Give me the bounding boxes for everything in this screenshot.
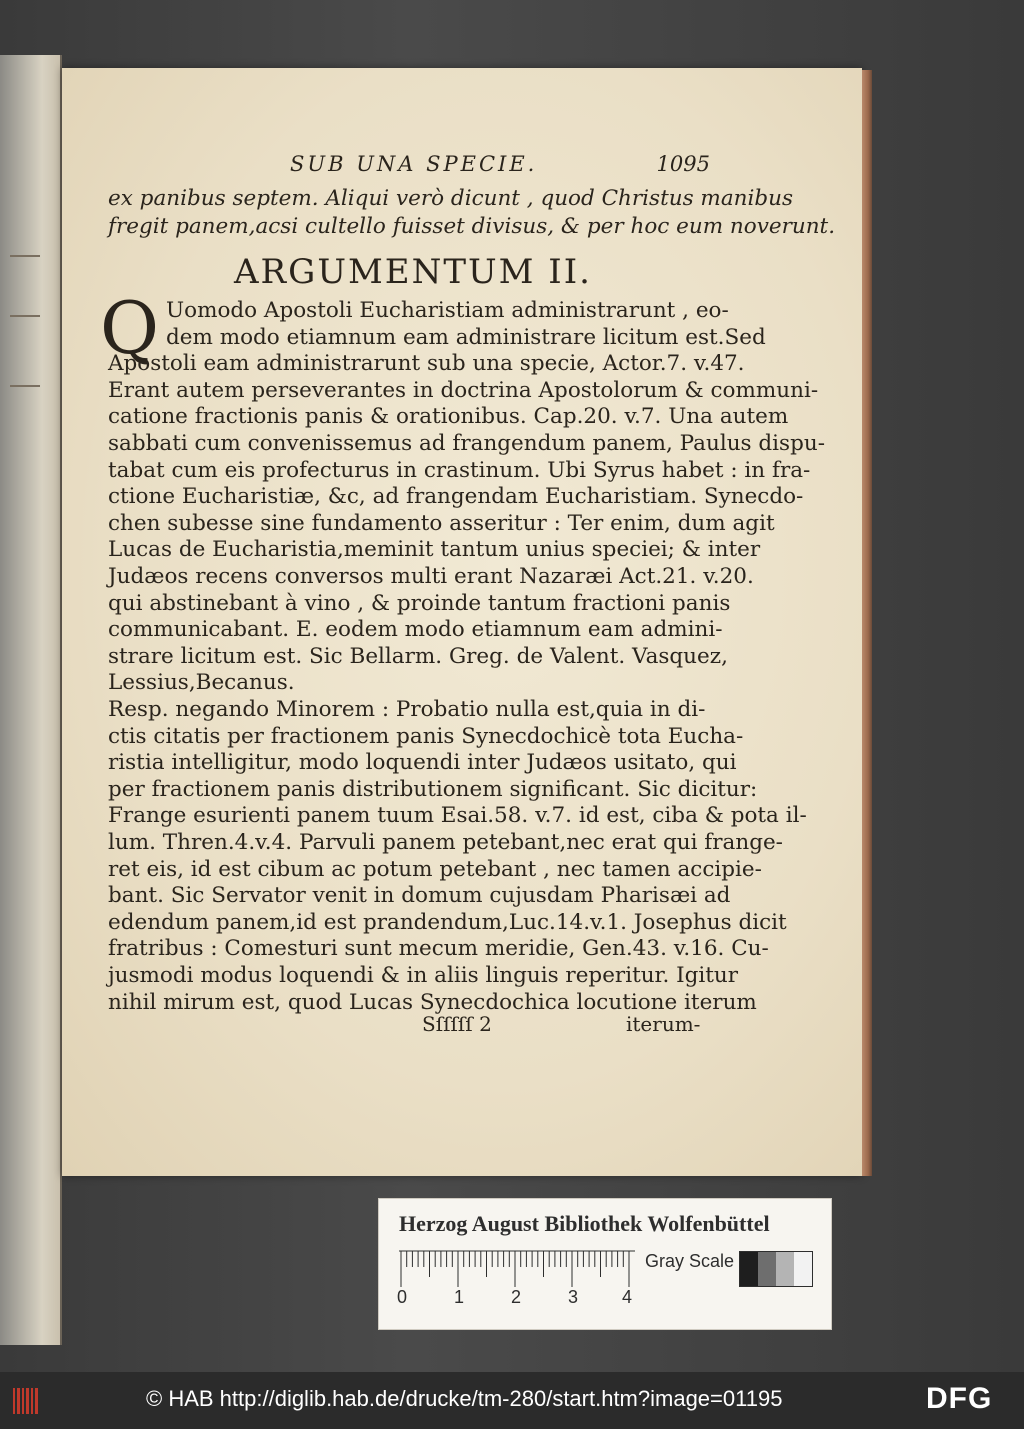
- text-line: ctis citatis per fractionem panis Synecdochicè tota Eucha-: [108, 723, 744, 749]
- text-line: ex panibus septem. Aliqui verò dicunt , quod Christus manibus: [108, 186, 794, 211]
- text-line: ristia intelligitur, modo loquendi inter Judæos usitato, qui: [108, 750, 737, 776]
- gray-swatch: [776, 1252, 794, 1286]
- text-line: strare licitum est. Sic Bellarm. Greg. de Valent. Vasquez,: [108, 643, 728, 669]
- gray-swatch: [794, 1252, 812, 1286]
- text-line: Frange esurienti panem tuum Esai.58. v.7. id est, ciba & pota il-: [108, 803, 807, 829]
- strip-mark: [10, 315, 40, 317]
- ruler-label: 2: [511, 1287, 522, 1307]
- text-line: fratribus : Comesturi sunt mecum meridie, Gen.43. v.16. Cu-: [108, 936, 769, 962]
- drop-cap: Q: [100, 286, 160, 370]
- text-line: per fractionem panis distributionem significant. Sic dicitur:: [108, 776, 758, 802]
- gray-scale-swatches: [739, 1251, 813, 1287]
- text-line: nihil mirum est, quod Lucas Synecdochica locutione iterum: [108, 989, 757, 1015]
- strip-mark: [10, 385, 40, 387]
- section-heading: ARGUMENTUM II.: [234, 252, 592, 292]
- text-line: Erant autem perseverantes in doctrina Apostolorum & communi-: [108, 377, 819, 403]
- text-line: lum. Thren.4.v.4. Parvuli panem petebant,nec erat qui frange-: [108, 830, 783, 855]
- dfg-logo: DFG: [926, 1382, 993, 1415]
- gray-swatch: [740, 1252, 758, 1286]
- text-line: fregit panem,acsi cultello fuisset divisus, & per hoc eum noverunt.: [108, 214, 836, 239]
- ruler-label: 4: [622, 1287, 633, 1307]
- card-title: Herzog August Bibliothek Wolfenbüttel: [399, 1211, 770, 1236]
- ruler: [399, 1249, 635, 1291]
- text-line: sabbati cum convenissemus ad frangendum panem, Paulus dispu-: [108, 431, 825, 456]
- footer-bar: [0, 1372, 1024, 1429]
- text-line: jusmodi modus loquendi & in aliis linguis reperitur. Igitur: [108, 963, 739, 988]
- text-line: tabat cum eis profecturus in crastinum. Ubi Syrus habet : in fra-: [108, 457, 811, 483]
- text-line: catione fractionis panis & orationibus. Cap.20. v.7. Una autem: [108, 404, 789, 430]
- text-line: ret eis, id est cibum ac potum petebant , nec tamen accipie-: [108, 856, 762, 882]
- footer-url: © HAB http://diglib.hab.de/drucke/tm-280/start.htm?image=01195: [146, 1386, 783, 1411]
- running-head-text: SUB UNA SPECIE.: [290, 152, 538, 176]
- catchword: iterum-: [626, 1012, 701, 1036]
- text-line: chen subesse sine fundamento asseritur : Ter enim, dum agit: [108, 510, 775, 536]
- signature-mark: Sſſſſſ 2: [422, 1012, 492, 1036]
- text-line: qui abstinebant à vino , & proinde tantum fractioni panis: [108, 590, 731, 616]
- page-edge: [862, 70, 872, 1176]
- text-line: Judæos recens conversos multi erant Nazaræi Act.21. v.20.: [108, 564, 754, 589]
- ruler-label: 0: [397, 1287, 408, 1307]
- text-line: edendum panem,id est prandendum,Luc.14.v.1. Josephus dicit: [108, 909, 787, 935]
- text-line: bant. Sic Servator venit in domum cujusdam Pharisæi ad: [108, 883, 731, 909]
- text-line: Uomodo Apostoli Eucharistiam administrarunt , eo-: [166, 298, 729, 323]
- text-line: Apostoli eam administrarunt sub una specie, Actor.7. v.47.: [108, 351, 745, 377]
- text-line: Resp. negando Minorem : Probatio nulla est,quia in di-: [108, 697, 706, 722]
- ruler-label: 1: [454, 1287, 465, 1307]
- color-card: [378, 1198, 832, 1330]
- barcode-icon: [12, 1386, 42, 1416]
- text-line: Lucas de Eucharistia,meminit tantum unius speciei; & inter: [108, 537, 761, 563]
- ruler-label: 3: [568, 1287, 579, 1307]
- running-head: [290, 152, 710, 182]
- page-number: 1095: [656, 152, 710, 176]
- gray-swatch: [758, 1252, 776, 1286]
- text-line: ctione Eucharistiæ, &c, ad frangendam Eucharistiam. Synecdo-: [108, 484, 804, 510]
- gray-scale-label: Gray Scale: [645, 1251, 735, 1271]
- text-line: Lessius,Becanus.: [108, 670, 295, 696]
- text-line: communicabant. E. eodem modo etiamnum eam admini-: [108, 617, 723, 643]
- left-page-strip: [0, 55, 62, 1345]
- text-line: dem modo etiamnum eam administrare licitum est.Sed: [166, 324, 766, 350]
- strip-mark: [10, 255, 40, 257]
